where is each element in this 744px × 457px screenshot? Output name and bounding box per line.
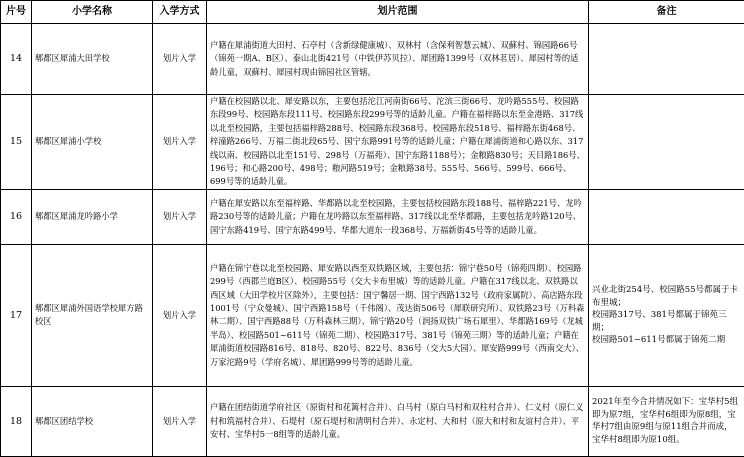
- row-note: 兴业北街254号、校园路55号都属于卡布里城； 校园路317号、381号都属于锦苑三期； 校园路501~611号都属于锦苑二期: [589, 244, 744, 386]
- header-method: 入学方式: [153, 1, 207, 24]
- table-row: [1, 24, 744, 95]
- row-num: 16: [1, 189, 32, 244]
- table-row: [1, 244, 744, 386]
- table-row: [1, 386, 744, 456]
- table-row: [1, 95, 744, 190]
- row-method: 划片入学: [153, 189, 207, 244]
- row-scope: 户籍在犀浦街道大田村、石亭村（含新绿健康城）、双林村（含保利智慧云城）、双蘇村、锦园路66号（锦苑一期A、B区）、泰山北街421号（中铁伊苏贝拉）、犀团路1399号（双林茗居）、犀园村等的适龄儿童，双蘇村、犀园村现由锦园社区管辖。: [207, 24, 589, 95]
- header-num: 片号: [1, 1, 32, 24]
- header-scope: 划片范围: [207, 1, 589, 24]
- row-method: 划片入学: [153, 24, 207, 95]
- row-note: [589, 189, 744, 244]
- row-scope: 户籍在锦宁巷以北至校园路、犀安路以西至双铁路区域，主要包括：锦宁巷50号（锦苑四期）、校园路299号（西郡兰庭B区）、校园路55号（交大卡布里城）等的适龄儿童。户籍在317线以北、双铁路以西区域（大田学校片区除外），主要包括：国宁馨居一期、国宁西路132号（政府家属院）、高店路东段1001号（宁众曼城）、国宁西路158号（千伟阁）、茂达街506号（犀联研究所）、双铁路23号（万科森林二期）、国宁西路88号（万科森林三期）、锦宁路20号（润扬双铁广场石犀里）、华都路169号（龙城半岛）、校园路501~611号（锦苑二期）、校园路317号、381号（锦苑三期）等的适龄儿童；户籍在犀浦街道校园路816号、818号、820号、822号、836号（交大5大园）、犀安路999号（西南交大）、万家沱路9号（学府名城）、犀团路999号等的适龄儿童。: [207, 244, 589, 386]
- row-note: 2021年至今合并情况如下：宝华村5组即为原7组，宝华村6组即为原8组，宝华村7组由原9组与原11组合并而成，宝华村8组即为原10组。: [589, 386, 744, 456]
- row-scope: 户籍在团结街道学府社区（原街村和花篱村合并）、白马村（原白马村和双柱村合并）、仁义村（原仁义村和筑福村合并）、石堤村（原石堤村和清明村合并）、永定村、大和村（原大和村和友谊村合并）、平安村、宝华村5一8组等的适龄儿童。: [207, 386, 589, 456]
- row-num: 14: [1, 24, 32, 95]
- row-method: 划片入学: [153, 95, 207, 190]
- row-school: 郫都区犀浦大田学校: [32, 24, 153, 95]
- row-num: 15: [1, 95, 32, 190]
- row-school: 郫都区团结学校: [32, 386, 153, 456]
- row-school: 郫都区犀浦小学校: [32, 95, 153, 190]
- row-num: 18: [1, 386, 32, 456]
- row-scope: 户籍在校园路以北、犀安路以东，主要包括沱江河南街66号、沱滨三街66号、龙吟路555号、校园路东段99号、校园路东段111号、校园路东段299号等的适龄儿童。户籍在福梓路以东至金港路、317线以北至校园路，主要包括福梓路288号、校园路东段368号、校园路东段518号、福梓路东街468号、梓潼路266号、万福二街北段65号、国宁东路991号等的适龄儿童；户籍在犀浦街道和心路以东、317线以南、校园路以北至151号、298号（万福苑）、国宁东路1188号）；金粮路830号；天目路186号、196号；和心路200号、498号；粮河路519号；金粮路38号、555号、566号、599号、666号、699号等的适龄儿童。: [207, 95, 589, 190]
- header-school: 小学名称: [32, 1, 153, 24]
- row-method: 划片入学: [153, 386, 207, 456]
- header-note: 备注: [589, 1, 744, 24]
- row-school: 郫都区犀浦外国语学校犀方路校区: [32, 244, 153, 386]
- row-scope: 户籍在犀安路以东至福梓路、华都路以北至校园路，主要包括校园路东段188号、福梓路221号、龙吟路230号等的适龄儿童；户籍在龙吟路以东至福梓路、317线以北至华都路，主要包括龙吟路120号、国宁东路419号、国宁东路499号、华都大道东一段368号、万福新街45号等的适龄儿童。: [207, 189, 589, 244]
- row-school: 郫都区犀浦龙吟路小学: [32, 189, 153, 244]
- table-row: [1, 189, 744, 244]
- header-row: [1, 1, 744, 24]
- row-note: [589, 24, 744, 95]
- row-note: [589, 95, 744, 190]
- row-num: 17: [1, 244, 32, 386]
- row-method: 划片入学: [153, 244, 207, 386]
